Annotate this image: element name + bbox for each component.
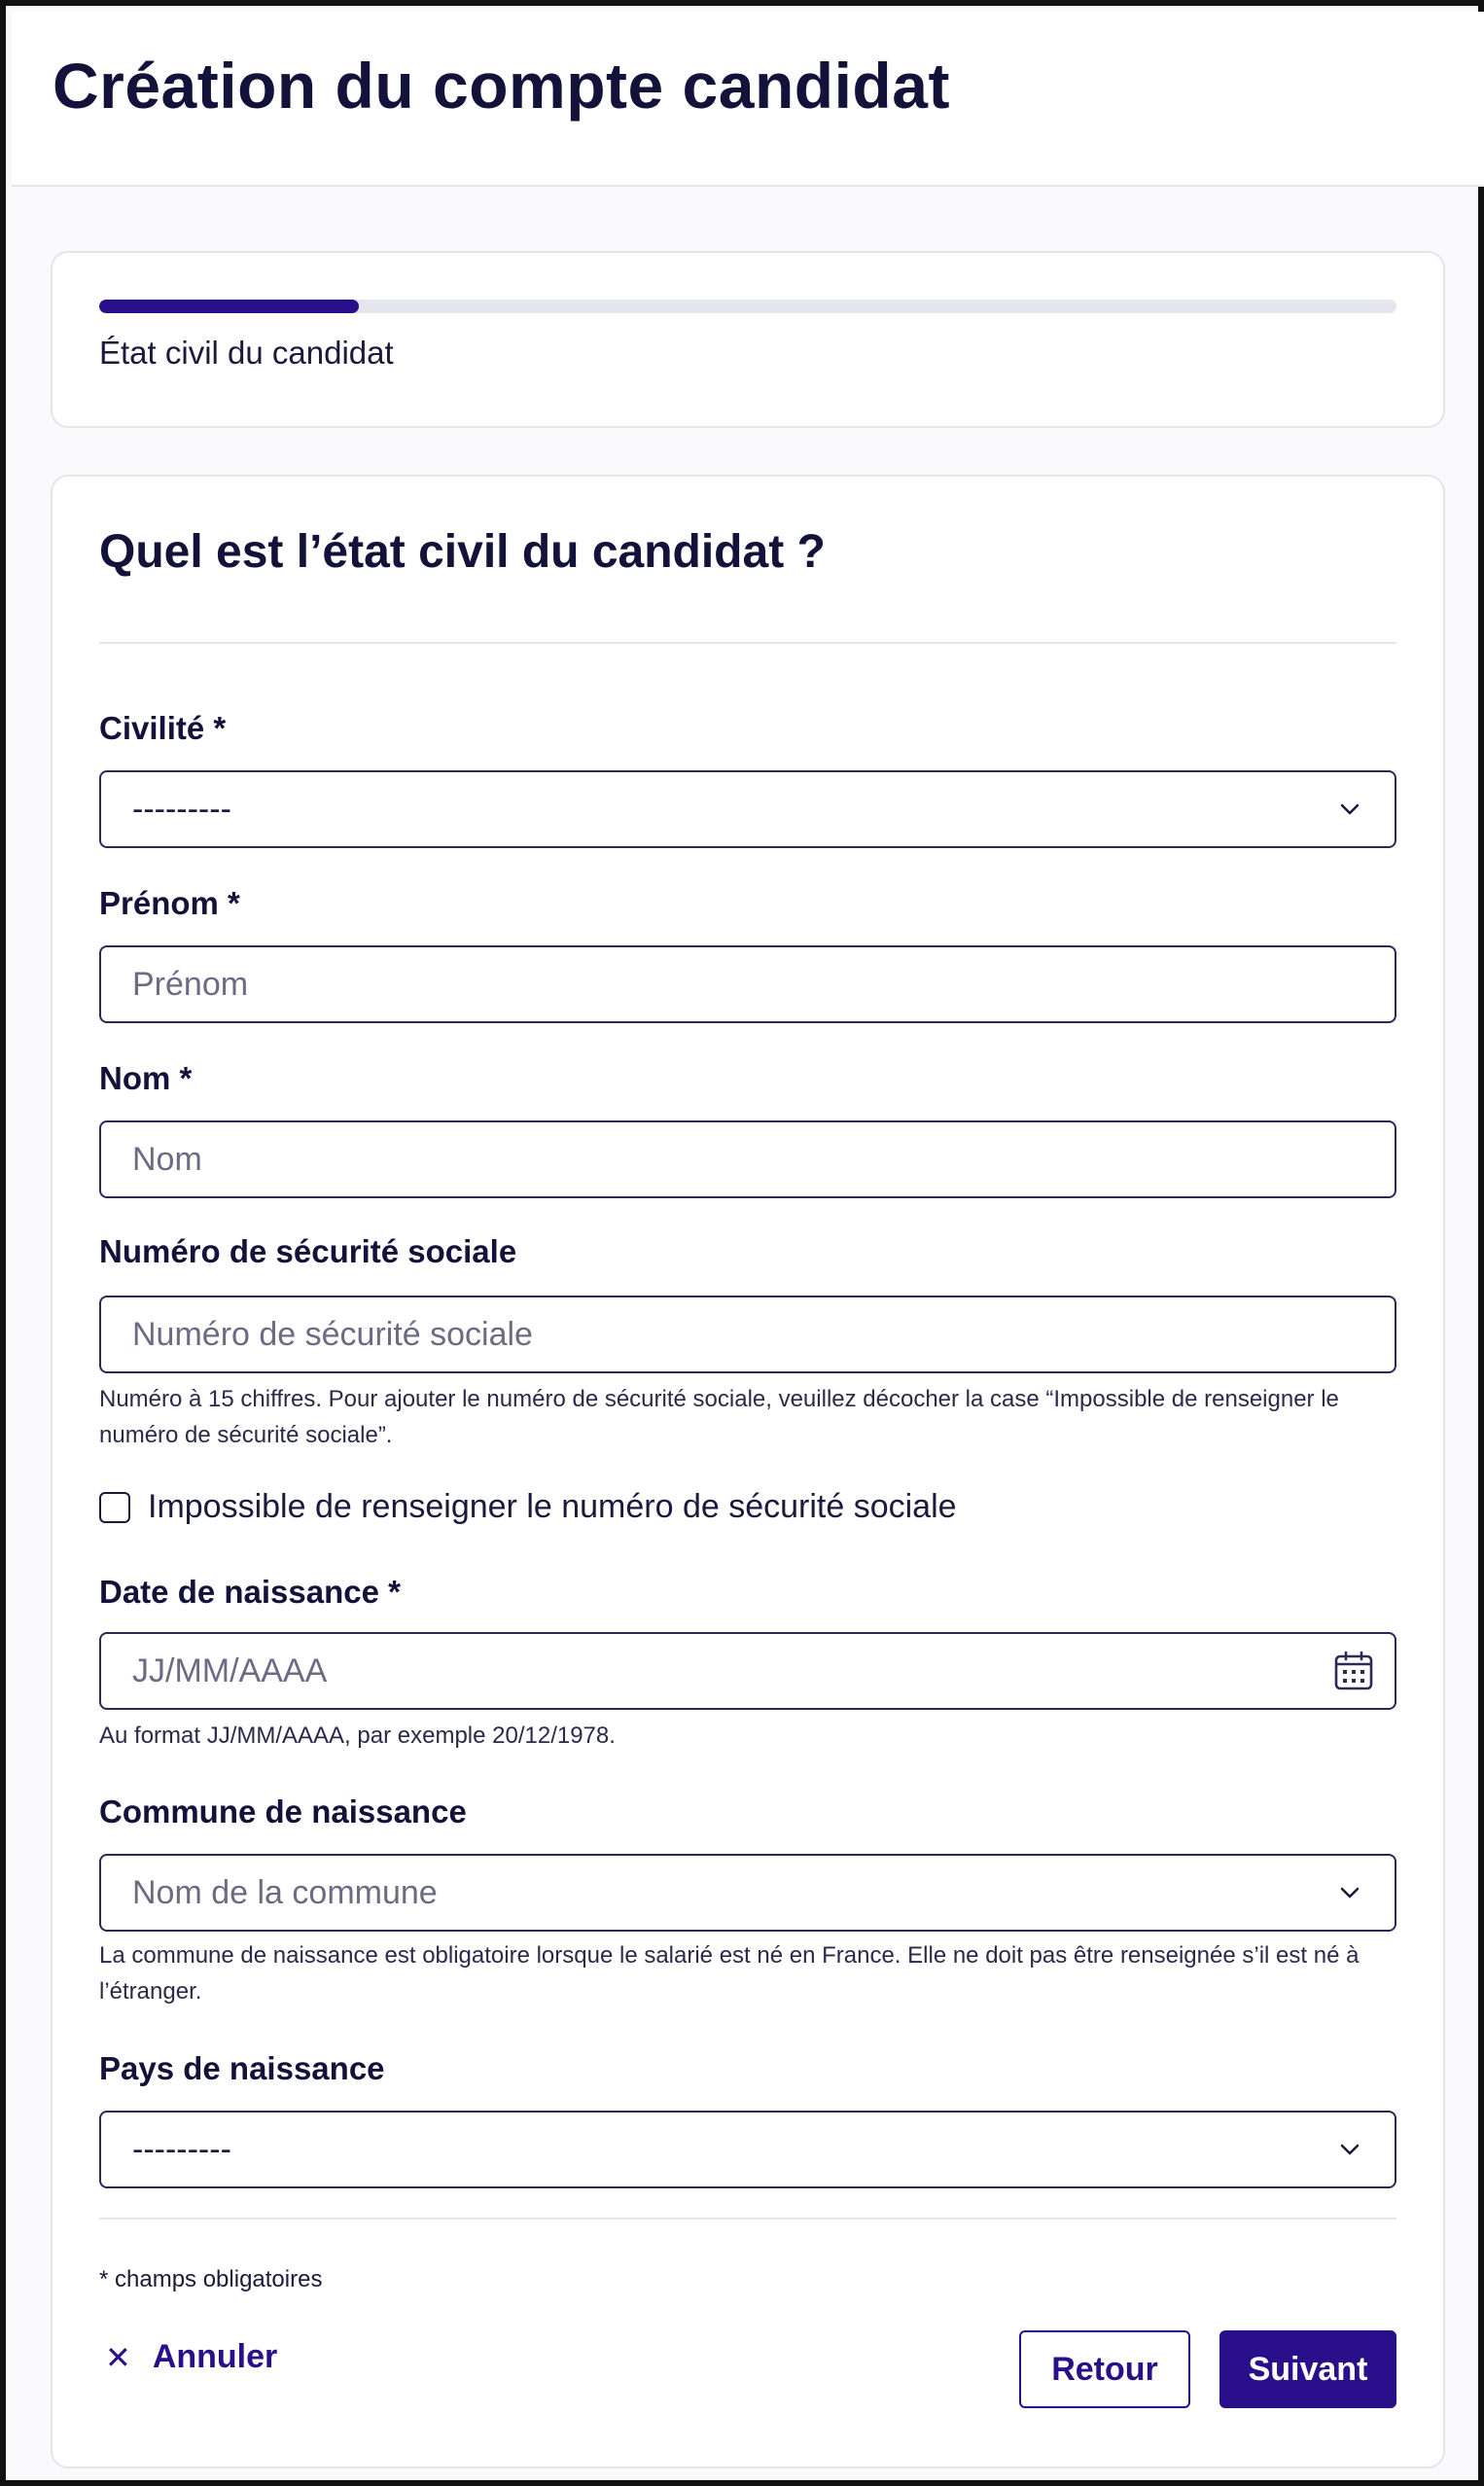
calendar-icon[interactable] xyxy=(1332,1650,1375,1692)
page-title: Création du compte candidat xyxy=(53,50,950,122)
date-naissance-hint: Au format JJ/MM/AAAA, par exemple 20/12/1978. xyxy=(99,1722,616,1749)
secu-checkbox[interactable] xyxy=(99,1492,130,1523)
date-naissance-wrapper xyxy=(53,1632,1447,1710)
progress-step-label: État civil du candidat xyxy=(99,335,394,371)
progress-bar xyxy=(99,300,1396,313)
chevron-down-icon xyxy=(1336,2136,1363,2163)
date-naissance-label: Date de naissance * xyxy=(99,1574,401,1610)
civilite-select-value: --------- xyxy=(132,790,231,828)
secu-checkbox-row[interactable] xyxy=(99,1488,957,1526)
form-title: Quel est l’état civil du candidat ? xyxy=(99,526,826,578)
form-card xyxy=(51,475,1445,2468)
commune-naissance-placeholder: Nom de la commune xyxy=(132,1873,438,1911)
next-button[interactable]: Suivant xyxy=(1219,2330,1396,2408)
pays-naissance-select[interactable] xyxy=(99,2111,1396,2188)
back-button[interactable]: Retour xyxy=(1019,2330,1190,2408)
commune-naissance-label: Commune de naissance xyxy=(99,1793,467,1829)
secu-input[interactable] xyxy=(99,1296,1396,1373)
pays-naissance-select-value: --------- xyxy=(132,2130,231,2168)
chevron-down-icon xyxy=(1336,796,1363,823)
cancel-label: Annuler xyxy=(152,2338,278,2375)
commune-naissance-select[interactable] xyxy=(99,1854,1396,1932)
progress-bar-fill xyxy=(99,300,359,313)
page-header xyxy=(12,12,1484,187)
nom-label: Nom * xyxy=(99,1060,193,1096)
pays-naissance-label: Pays de naissance xyxy=(99,2050,385,2086)
secu-label: Numéro de sécurité sociale xyxy=(99,1233,517,1269)
nom-input[interactable] xyxy=(99,1120,1396,1198)
progress-card xyxy=(51,251,1445,428)
date-naissance-input[interactable] xyxy=(99,1632,1396,1710)
prenom-input[interactable] xyxy=(99,945,1396,1023)
secu-checkbox-label[interactable]: Impossible de renseigner le numéro de sécurité sociale xyxy=(148,1488,957,1525)
civilite-select[interactable] xyxy=(99,770,1396,848)
form-divider-bottom xyxy=(99,2218,1396,2220)
cancel-button[interactable] xyxy=(105,2338,277,2376)
chevron-down-icon xyxy=(1336,1879,1363,1906)
form-divider-top xyxy=(99,642,1396,644)
prenom-label: Prénom * xyxy=(99,885,240,921)
required-fields-note: * champs obligatoires xyxy=(99,2266,323,2292)
commune-naissance-hint: La commune de naissance est obligatoire lorsque le salarié est né en France. Elle ne doit pas être renseignée s’il est né à l’étranger. xyxy=(99,1942,1360,2005)
civilite-label: Civilité * xyxy=(99,710,227,746)
close-icon: ✕ xyxy=(105,2339,131,2375)
secu-hint: Numéro à 15 chiffres. Pour ajouter le numéro de sécurité sociale, veuillez décocher la case “Impossible de renseigner le numéro de sécurité sociale”. xyxy=(99,1386,1339,1448)
